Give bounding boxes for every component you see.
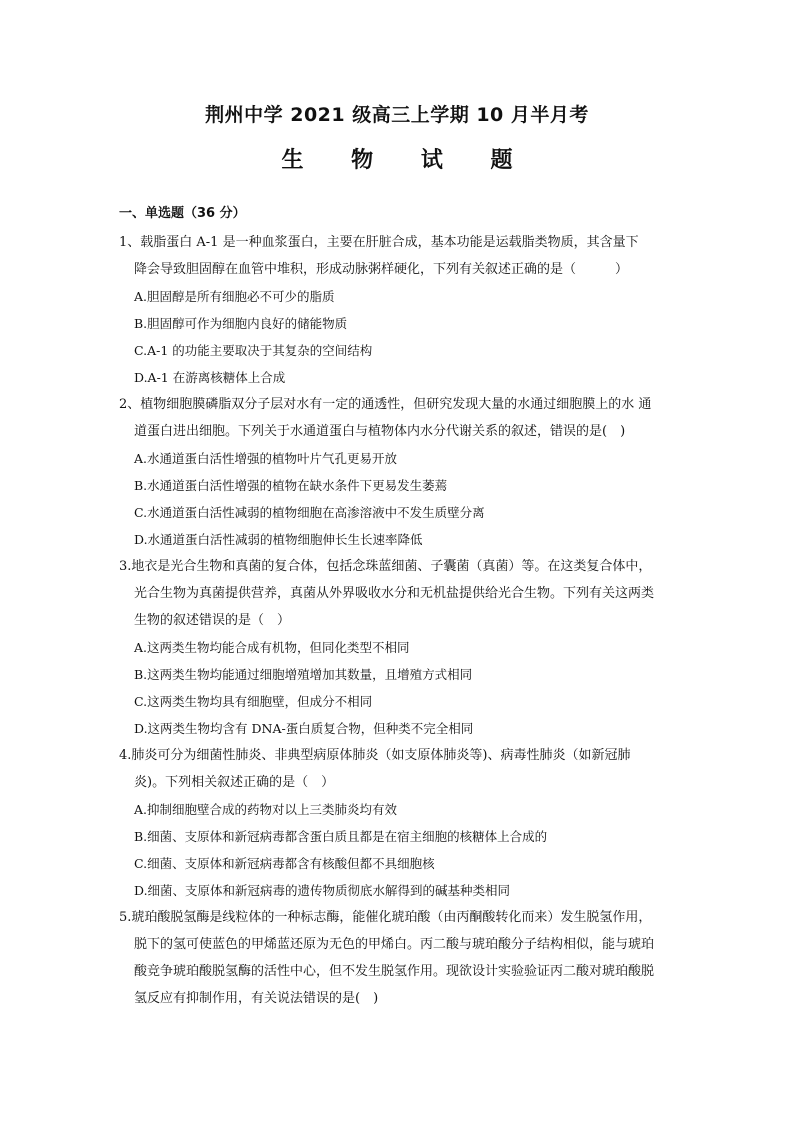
question-stem-line: 生物的叙述错误的是（ ） [134,613,291,628]
question-stem-line: 4.肺炎可分为细菌性肺炎、非典型病原体肺炎（如支原体肺炎等)、病毒性肺炎（如新冠肺 [119,748,631,763]
option-d: D.A-1 在游离核糖体上合成 [134,370,286,385]
exam-school-title: 荆州中学 2021 级高三上学期 10 月半月考 [205,104,589,126]
question-stem-line: 5.琥珀酸脱氢酶是线粒体的一种标志酶，能催化琥珀酸（由丙酮酸转化而来）发生脱氢作用， [119,910,652,925]
option-a: A.水通道蛋白活性增强的植物叶片气孔更易开放 [134,451,398,466]
option-d: D.细菌、支原体和新冠病毒的遗传物质彻底水解得到的碱基种类相同 [134,883,511,898]
question-stem-line: 道蛋白进出细胞。下列关于水通道蛋白与植物体内水分代谢关系的叙述，错误的是( ) [134,424,626,439]
question-stem-line: 降会导致胆固醇在血管中堆积，形成动脉粥样硬化，下列有关叙述正确的是（ ） [134,262,629,277]
question-stem-line: 2、植物细胞膜磷脂双分子层对水有一定的通透性，但研究发现大量的水通过细胞膜上的水 通 [119,397,652,412]
question-stem-line: 3.地衣是光合生物和真菌的复合体，包括念珠蓝细菌、子囊菌（真菌）等。在这类复合体中， [119,559,652,574]
question-2 [119,391,679,553]
question-stem-line: 光合生物为真菌提供营养，真菌从外界吸收水分和无机盐提供给光合生物。下列有关这两类 [134,586,655,601]
question-4 [119,742,679,904]
option-c: C.这两类生物均具有细胞壁，但成分不相同 [134,694,373,709]
option-b: B.胆固醇可作为细胞内良好的储能物质 [134,316,348,331]
question-stem-line: 1、载脂蛋白 A-1 是一种血浆蛋白，主要在肝脏合成，基本功能是运载脂类物质，其含量下 [119,235,639,250]
option-b: B.水通道蛋白活性增强的植物在缺水条件下更易发生萎蔫 [134,478,448,493]
section-heading: 一、单选题（36 分） [119,206,246,221]
question-list [119,229,679,1012]
exam-subject-title: 生 物 试 题 [281,148,533,173]
question-stem-line: 炎)。下列相关叙述正确的是（ ） [134,775,335,790]
option-b: B.细菌、支原体和新冠病毒都含蛋白质且都是在宿主细胞的核糖体上合成的 [134,829,548,844]
question-1 [119,229,679,391]
option-c: C.细菌、支原体和新冠病毒都含有核酸但都不具细胞核 [134,856,435,871]
option-c: C.A-1 的功能主要取决于其复杂的空间结构 [134,343,373,358]
option-d: D.这两类生物均含有 DNA-蛋白质复合物，但种类不完全相同 [134,721,474,736]
option-a: A.胆固醇是所有细胞必不可少的脂质 [134,289,335,304]
option-a: A.抑制细胞壁合成的药物对以上三类肺炎均有效 [134,802,398,817]
question-5 [119,904,679,1012]
option-c: C.水通道蛋白活性减弱的植物细胞在高渗溶液中不发生质壁分离 [134,505,485,520]
question-3 [119,553,679,742]
question-stem-line: 脱下的氢可使蓝色的甲烯蓝还原为无色的甲烯白。丙二酸与琥珀酸分子结构相似，能与琥珀 [134,937,655,952]
option-d: D.水通道蛋白活性减弱的植物细胞伸长生长速率降低 [134,532,423,547]
option-b: B.这两类生物均能通过细胞增殖增加其数量，且增殖方式相同 [134,667,473,682]
option-a: A.这两类生物均能合成有机物，但同化类型不相同 [134,640,410,655]
question-stem-line: 酸竞争琥珀酸脱氢酶的活性中心，但不发生脱氢作用。现欲设计实验验证丙二酸对琥珀酸脱 [134,964,655,979]
question-stem-line: 氢反应有抑制作用，有关说法错误的是( ) [134,991,379,1006]
